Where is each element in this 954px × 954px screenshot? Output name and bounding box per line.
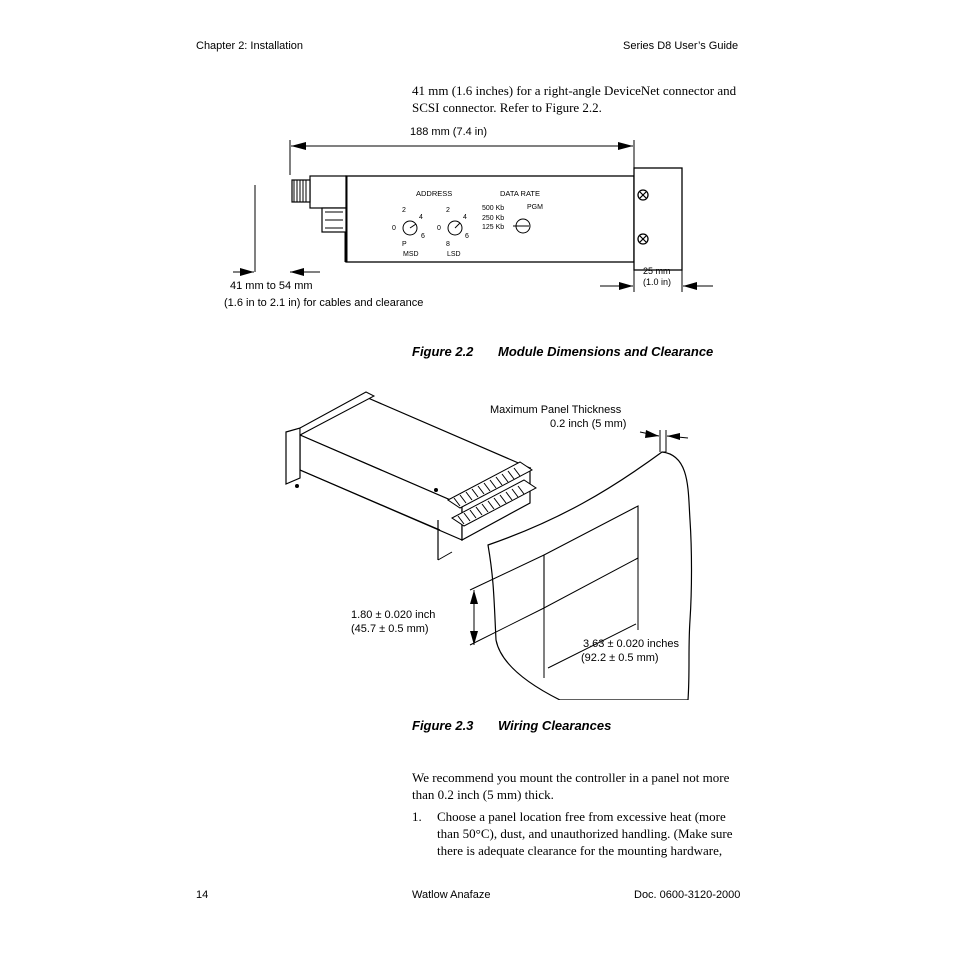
panel-thickness-label-2: 0.2 inch (5 mm)	[550, 418, 627, 430]
width-dim-label-1: 3.63 ± 0.020 inches	[583, 638, 679, 650]
msd-label: MSD	[403, 251, 419, 258]
dim-left-label-2: (1.6 in to 2.1 in) for cables and clearance	[224, 297, 424, 309]
figure-2-2-title: Module Dimensions and Clearance	[498, 344, 714, 359]
svg-text:4: 4	[419, 214, 423, 221]
panel-thickness-label-1: Maximum Panel Thickness	[490, 404, 622, 416]
step-number: 1.	[412, 809, 422, 824]
width-dim-label-2: (92.2 ± 0.5 mm)	[581, 652, 659, 664]
header-chapter: Chapter 2: Installation	[196, 40, 304, 52]
address-label: ADDRESS	[416, 189, 453, 198]
figure-2-3-number: Figure 2.3	[412, 718, 474, 733]
dim-right-label-2: (1.0 in)	[643, 277, 672, 287]
figure-2-3-caption	[412, 718, 611, 733]
lsd-label: LSD	[447, 251, 461, 258]
svg-text:125 Kb: 125 Kb	[482, 224, 505, 231]
data-rate-label: DATA RATE	[500, 189, 541, 198]
height-dim-label-1: 1.80 ± 0.020 inch	[351, 609, 436, 621]
svg-text:6: 6	[465, 233, 469, 240]
dim-left-label-1: 41 mm to 54 mm	[230, 280, 313, 292]
step-line-1: Choose a panel location free from excessive heat (more	[437, 809, 726, 824]
body-para-line-1: We recommend you mount the controller in a panel not more	[412, 770, 730, 785]
svg-text:8: 8	[446, 241, 450, 248]
footer-doc-number: Doc. 0600-3120-2000	[634, 889, 741, 901]
intro-line-2: SCSI connector. Refer to Figure 2.2.	[412, 100, 602, 115]
svg-text:500 Kb: 500 Kb	[482, 205, 505, 212]
footer-page-number: 14	[196, 889, 209, 901]
svg-text:0: 0	[437, 225, 441, 232]
figure-2-2-caption	[412, 344, 713, 359]
dim-right-label-1: 25 mm	[643, 266, 671, 276]
header-guide-title: Series D8 User’s Guide	[623, 40, 739, 52]
module-dimensions-figure	[0, 0, 954, 340]
footer-publisher: Watlow Anafaze	[412, 889, 491, 901]
svg-text:6: 6	[421, 233, 425, 240]
figure-2-3-title: Wiring Clearances	[498, 718, 612, 733]
svg-text:4: 4	[463, 214, 467, 221]
body-para-line-2: than 0.2 inch (5 mm) thick.	[412, 787, 554, 802]
svg-text:2: 2	[446, 207, 450, 214]
step-line-3: there is adequate clearance for the mounting hardware,	[437, 843, 723, 858]
dim-top-label: 188 mm (7.4 in)	[410, 126, 488, 138]
svg-text:P: P	[402, 241, 407, 248]
wiring-clearances-figure	[0, 380, 954, 700]
svg-text:2: 2	[402, 207, 406, 214]
height-dim-label-2: (45.7 ± 0.5 mm)	[351, 623, 429, 635]
step-line-2: than 50°C), dust, and unauthorized handling. (Make sure	[437, 826, 733, 841]
svg-text:250 Kb: 250 Kb	[482, 215, 505, 222]
intro-line-1: 41 mm (1.6 inches) for a right-angle DeviceNet connector and	[412, 83, 737, 98]
svg-text:PGM: PGM	[527, 204, 543, 211]
svg-text:0: 0	[392, 225, 396, 232]
figure-2-2-number: Figure 2.2	[412, 344, 474, 359]
